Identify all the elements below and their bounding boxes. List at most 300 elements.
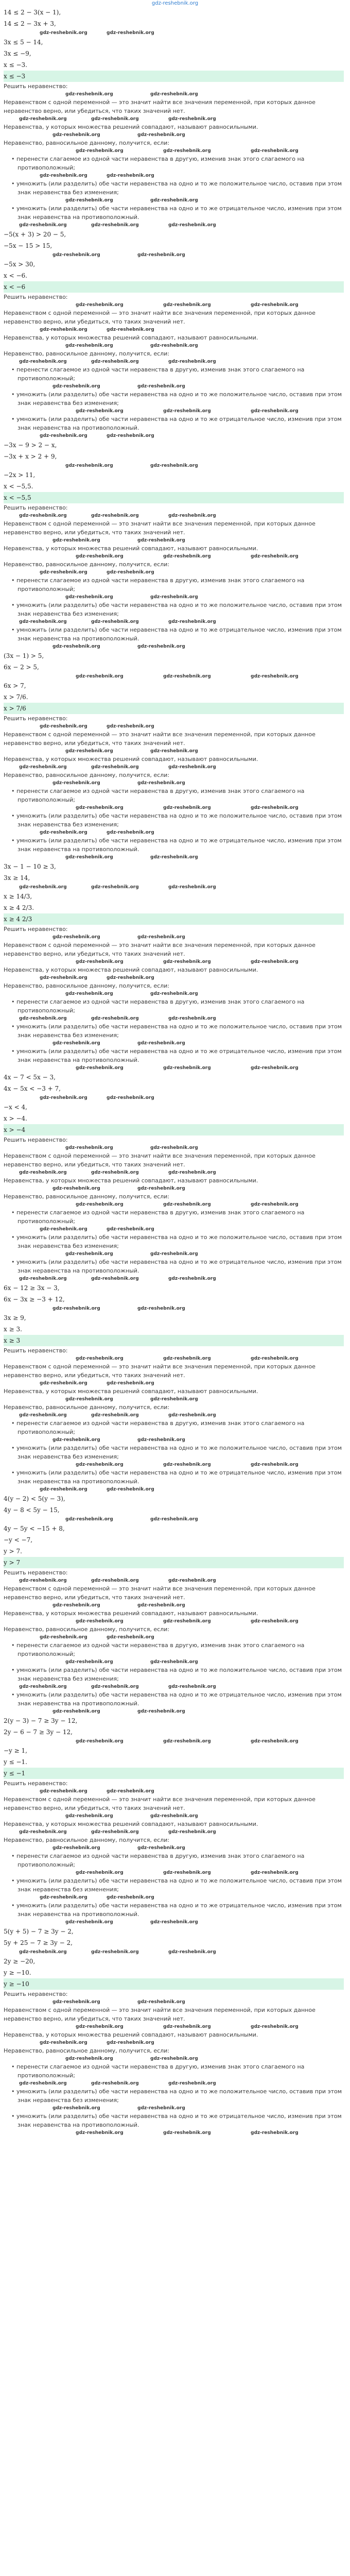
watermark: gdz-reshebnik.org [19, 1950, 67, 1955]
transform-text: Неравенство, равносильное данному, получится, если: [4, 1404, 170, 1411]
answer-line: x ≥ 4 2/3 [4, 913, 344, 925]
watermark: gdz-reshebnik.org [91, 1016, 139, 1021]
watermark: gdz-reshebnik.org [251, 1870, 299, 1875]
math-step: −5(x + 3) > 20 − 5, [4, 231, 66, 238]
math-step: x > 7/6. [4, 693, 28, 701]
watermark: gdz-reshebnik.org [52, 2106, 100, 2111]
watermark: gdz-reshebnik.org [40, 2040, 87, 2045]
watermark: gdz-reshebnik.org [52, 384, 100, 389]
intro-text: Неравенством с одной переменной — это значит найти все значения переменной, при которых данное неравенство верно, или убедиться, что таких значений нет. [4, 99, 316, 114]
watermark: gdz-reshebnik.org [168, 1578, 216, 1583]
watermark: gdz-reshebnik.org [150, 463, 198, 468]
watermark: gdz-reshebnik.org [65, 463, 113, 468]
watermark-line [4, 1250, 344, 1258]
math-step: x < −6. [4, 272, 27, 279]
watermark: gdz-reshebnik.org [163, 409, 211, 414]
watermark-line [4, 974, 344, 981]
theorem-text: Неравенства, у которых множества решений совпадают, называют равносильными. [4, 1177, 258, 1184]
site-link[interactable]: gdz-reshebnik.org [151, 1, 199, 6]
watermark: gdz-reshebnik.org [163, 805, 211, 810]
watermark-line [4, 1516, 344, 1523]
math-step: 5(y + 5) − 7 ≥ 3y − 2, [4, 1928, 74, 1935]
watermark-line [4, 1998, 344, 2006]
watermark-line [4, 764, 344, 771]
bullet-dot-icon: • [11, 1902, 16, 1909]
rule-text: умножить (или разделить) обе части неравенства на одно и то же положительное число, оставив при этом знак неравенства без изменения; [16, 1234, 342, 1249]
watermark: gdz-reshebnik.org [137, 644, 185, 649]
rule-bullet [4, 179, 344, 197]
watermark: gdz-reshebnik.org [52, 1709, 100, 1714]
watermark: gdz-reshebnik.org [65, 343, 113, 348]
watermark: gdz-reshebnik.org [137, 538, 185, 543]
watermark-line [4, 1436, 344, 1444]
math-step: −3x + x > 2 + 9, [4, 453, 57, 460]
math-step: 3x ≤ −9, [4, 50, 31, 57]
watermark: gdz-reshebnik.org [163, 1202, 211, 1207]
watermark: gdz-reshebnik.org [150, 92, 198, 97]
watermark-line [4, 537, 344, 544]
theorem-text: Неравенства, у которых множества решений совпадают, называют равносильными. [4, 1821, 258, 1827]
task-label: Решить неравенство: [4, 715, 68, 722]
watermark-line [4, 1064, 344, 1072]
rule-text: перенести слагаемое из одной части неравенства в другую, изменив знак этого слагаемого на противоположный; [16, 1209, 305, 1225]
math-step: 3x ≥ 9, [4, 1314, 26, 1321]
rule-bullet [4, 1233, 344, 1250]
watermark-line [4, 383, 344, 390]
theorem-text: Неравенства, у которых множества решений совпадают, называют равносильными. [4, 756, 258, 762]
watermark-line [4, 408, 344, 415]
watermark-line [4, 432, 344, 439]
transform-text: Неравенство, равносильное данному, получится, если: [4, 1193, 170, 1200]
rule-bullet [4, 811, 344, 829]
math-step: −5x > 30, [4, 261, 36, 268]
rule-text: умножить (или разделить) обе части неравенства на одно и то же отрицательное число, изменив при этом знак неравенства на противоположный. [16, 1469, 342, 1485]
intro-text: Неравенством с одной переменной — это значит найти все значения переменной, при которых данное неравенство верно, или убедиться, что таких значений нет. [4, 1153, 316, 1168]
watermark-line [4, 2129, 344, 2137]
math-step: 2y ≥ −20, [4, 1958, 36, 1965]
watermark-line [4, 1305, 344, 1312]
watermark: gdz-reshebnik.org [107, 30, 154, 36]
watermark: gdz-reshebnik.org [163, 1870, 211, 1875]
watermark: gdz-reshebnik.org [65, 198, 113, 203]
watermark: gdz-reshebnik.org [107, 327, 154, 332]
math-step: 14 ≤ 2 − 3(x − 1), [4, 9, 61, 16]
transform-text: Неравенство, равносильное данному, получится, если: [4, 350, 170, 357]
bullet-dot-icon: • [11, 2113, 16, 2120]
watermark-line [4, 1683, 344, 1690]
watermark: gdz-reshebnik.org [168, 2081, 216, 2086]
watermark: gdz-reshebnik.org [65, 1814, 113, 1819]
bullet-dot-icon: • [11, 1445, 16, 1451]
watermark-line [4, 251, 344, 259]
theorem-text: Неравенства, у которых множества решений совпадают, называют равносильными. [4, 1610, 258, 1617]
bullet-dot-icon: • [11, 998, 16, 1005]
watermark: gdz-reshebnik.org [65, 1920, 113, 1925]
watermark-line [4, 779, 344, 787]
bullet-dot-icon: • [11, 602, 16, 608]
bullet-dot-icon: • [11, 1642, 16, 1649]
watermark: gdz-reshebnik.org [52, 1437, 100, 1443]
watermark: gdz-reshebnik.org [52, 132, 100, 138]
watermark: gdz-reshebnik.org [107, 1635, 154, 1640]
task-label: Решить неравенство: [4, 83, 68, 90]
watermark-line [4, 553, 344, 560]
math-step: x > −4. [4, 1115, 27, 1122]
bullet-dot-icon: • [11, 205, 16, 212]
watermark: gdz-reshebnik.org [163, 1739, 211, 1744]
watermark: gdz-reshebnik.org [65, 1659, 113, 1665]
watermark: gdz-reshebnik.org [65, 1517, 113, 1522]
math-step: x ≥ 4 2/3. [4, 904, 34, 911]
math-step: 3x ≤ 5 − 14, [4, 39, 43, 46]
watermark-line [4, 1380, 344, 1387]
watermark: gdz-reshebnik.org [163, 2130, 211, 2136]
rule-bullet [4, 1468, 344, 1486]
watermark: gdz-reshebnik.org [168, 359, 216, 364]
answer-line: x ≤ −3 [4, 71, 344, 82]
answer-line: y ≥ −10 [4, 1978, 344, 1990]
watermark-line [4, 1869, 344, 1876]
watermark: gdz-reshebnik.org [52, 1999, 100, 2005]
rule-text: умножить (или разделить) обе части неравенства на одно и то же положительное число, оставив при этом знак неравенства без изменения; [16, 1023, 342, 1039]
math-step: y ≤ −1. [4, 1758, 27, 1766]
watermark: gdz-reshebnik.org [163, 959, 211, 964]
watermark: gdz-reshebnik.org [91, 885, 139, 890]
watermark: gdz-reshebnik.org [107, 724, 154, 729]
watermark: gdz-reshebnik.org [107, 1789, 154, 1794]
watermark: gdz-reshebnik.org [40, 1895, 87, 1900]
watermark-line [4, 1948, 344, 1956]
watermark-line [4, 854, 344, 861]
watermark: gdz-reshebnik.org [137, 935, 185, 940]
rule-text: умножить (или разделить) обе части неравенства на одно и то же положительное число, оставив при этом знак неравенства без изменения; [16, 2088, 342, 2104]
watermark-line [4, 569, 344, 576]
watermark-line [4, 147, 344, 155]
rule-bullet [4, 155, 344, 172]
bullet-dot-icon: • [11, 1259, 16, 1265]
rule-bullet [4, 2112, 344, 2129]
watermark: gdz-reshebnik.org [137, 781, 185, 786]
watermark-line [4, 1919, 344, 1926]
math-step: 3x ≥ 14, [4, 874, 30, 882]
watermark: gdz-reshebnik.org [65, 92, 113, 97]
bullet-dot-icon: • [11, 1234, 16, 1241]
watermark-line [4, 1844, 344, 1852]
watermark: gdz-reshebnik.org [91, 1684, 139, 1689]
watermark: gdz-reshebnik.org [107, 2040, 154, 2045]
watermark: gdz-reshebnik.org [91, 1276, 139, 1281]
watermark-line [4, 1738, 344, 1745]
rule-bullet [4, 1419, 344, 1436]
watermark-line [4, 197, 344, 204]
watermark-line [4, 1658, 344, 1666]
bullet-dot-icon: • [11, 1853, 16, 1859]
watermark: gdz-reshebnik.org [168, 223, 216, 228]
watermark: gdz-reshebnik.org [150, 1814, 198, 1819]
watermark: gdz-reshebnik.org [52, 1041, 100, 1046]
watermark-line [4, 326, 344, 333]
watermark: gdz-reshebnik.org [150, 1145, 198, 1150]
watermark-line [4, 723, 344, 730]
watermark: gdz-reshebnik.org [65, 991, 113, 996]
rule-text: умножить (или разделить) обе части неравенства на одно и то же положительное число, оставив при этом знак неравенства без изменения; [16, 602, 342, 617]
task-label: Решить неравенство: [4, 926, 68, 933]
watermark-line [4, 1602, 344, 1609]
watermark: gdz-reshebnik.org [107, 1227, 154, 1232]
watermark: gdz-reshebnik.org [163, 302, 211, 308]
task-label: Решить неравенство: [4, 294, 68, 300]
watermark: gdz-reshebnik.org [19, 1829, 67, 1835]
watermark: gdz-reshebnik.org [76, 1619, 124, 1624]
rule-text: умножить (или разделить) обе части неравенства на одно и то же положительное число, оставив при этом знак неравенства без изменения; [16, 391, 342, 406]
watermark: gdz-reshebnik.org [137, 1709, 185, 1714]
rule-text: умножить (или разделить) обе части неравенства на одно и то же отрицательное число, изменив при этом знак неравенства на противоположный. [16, 1902, 342, 1918]
rule-text: умножить (или разделить) обе части неравенства на одно и то же отрицательное число, изменив при этом знак неравенства на противоположный. [16, 626, 342, 642]
intro-text: Неравенством с одной переменной — это значит найти все значения переменной, при которых данное неравенство верно, или убедиться, что таких значений нет. [4, 731, 316, 747]
watermark-line [4, 958, 344, 965]
watermark: gdz-reshebnik.org [40, 1789, 87, 1794]
task-label: Решить неравенство: [4, 1137, 68, 1143]
rule-text: умножить (или разделить) обе части неравенства на одно и то же отрицательное число, изменив при этом знак неравенства на противоположный. [16, 416, 342, 431]
watermark-line [4, 2039, 344, 2046]
bullet-dot-icon: • [11, 156, 16, 162]
rule-text: умножить (или разделить) обе части неравенства на одно и то же положительное число, оставив при этом знак неравенства без изменения; [16, 1877, 342, 1893]
watermark: gdz-reshebnik.org [251, 1065, 299, 1071]
watermark: gdz-reshebnik.org [137, 1437, 185, 1443]
math-step: x ≤ −3. [4, 61, 27, 69]
watermark: gdz-reshebnik.org [251, 805, 299, 810]
watermark: gdz-reshebnik.org [19, 223, 67, 228]
problem-8 [0, 1493, 350, 1715]
watermark-line [4, 1094, 344, 1101]
watermark: gdz-reshebnik.org [107, 173, 154, 178]
watermark: gdz-reshebnik.org [251, 2024, 299, 2029]
watermark: gdz-reshebnik.org [137, 1306, 185, 1311]
watermark: gdz-reshebnik.org [52, 1186, 100, 1191]
watermark: gdz-reshebnik.org [76, 2130, 124, 2136]
watermark: gdz-reshebnik.org [163, 148, 211, 154]
watermark: gdz-reshebnik.org [150, 343, 198, 348]
watermark: gdz-reshebnik.org [91, 1578, 139, 1583]
rule-bullet [4, 415, 344, 432]
intro-text: Неравенством с одной переменной — это значит найти все значения переменной, при которых данное неравенство верно, или убедиться, что таких значений нет. [4, 2007, 316, 2022]
math-step: −2x > 11, [4, 471, 36, 479]
watermark: gdz-reshebnik.org [76, 1462, 124, 1467]
watermark: gdz-reshebnik.org [91, 619, 139, 624]
watermark: gdz-reshebnik.org [91, 1829, 139, 1835]
bullet-dot-icon: • [11, 837, 16, 844]
watermark: gdz-reshebnik.org [91, 513, 139, 518]
watermark: gdz-reshebnik.org [91, 1170, 139, 1175]
watermark: gdz-reshebnik.org [19, 1170, 67, 1175]
math-step: 4x − 5x < −3 + 7, [4, 1085, 61, 1092]
watermark-line [4, 301, 344, 309]
problem-5 [0, 861, 350, 1072]
watermark: gdz-reshebnik.org [168, 1170, 216, 1175]
rule-bullet [4, 2062, 344, 2080]
watermark: gdz-reshebnik.org [19, 1684, 67, 1689]
watermark-line [4, 1015, 344, 1022]
task-label: Решить неравенство: [4, 1569, 68, 1576]
watermark-line [4, 673, 344, 680]
answer-line: y ≤ −1 [4, 1768, 344, 1779]
rule-bullet [4, 576, 344, 594]
problem-3 [0, 439, 350, 650]
watermark: gdz-reshebnik.org [19, 1276, 67, 1281]
transform-text: Неравенство, равносильное данному, получится, если: [4, 140, 170, 146]
watermark: gdz-reshebnik.org [168, 1016, 216, 1021]
bullet-dot-icon: • [11, 366, 16, 373]
task-label: Решить неравенство: [4, 1347, 68, 1354]
watermark: gdz-reshebnik.org [251, 1356, 299, 1361]
rule-bullet [4, 2087, 344, 2105]
watermark-line [4, 1169, 344, 1176]
watermark: gdz-reshebnik.org [168, 1684, 216, 1689]
transform-text: Неравенство, равносильное данному, получится, если: [4, 1837, 170, 1843]
task-label: Решить неравенство: [4, 1991, 68, 1997]
problem-2 [0, 229, 350, 439]
math-step: 3x − 1 − 10 ≥ 3, [4, 863, 56, 870]
watermark: gdz-reshebnik.org [76, 1202, 124, 1207]
bullet-dot-icon: • [11, 1048, 16, 1055]
watermark-line [4, 1577, 344, 1584]
watermark: gdz-reshebnik.org [168, 619, 216, 624]
watermark: gdz-reshebnik.org [163, 2024, 211, 2029]
watermark: gdz-reshebnik.org [19, 116, 67, 122]
watermark: gdz-reshebnik.org [40, 724, 87, 729]
task-label: Решить неравенство: [4, 1780, 68, 1787]
rule-text: умножить (или разделить) обе части неравенства на одно и то же отрицательное число, изменив при этом знак неравенства на противоположный. [16, 1048, 342, 1063]
watermark: gdz-reshebnik.org [65, 1251, 113, 1257]
watermark-line [4, 131, 344, 139]
bullet-dot-icon: • [11, 626, 16, 633]
watermark-line [4, 462, 344, 469]
math-step: −y ≥ 1, [4, 1747, 27, 1754]
watermark: gdz-reshebnik.org [251, 674, 299, 679]
watermark: gdz-reshebnik.org [52, 1306, 100, 1311]
watermark: gdz-reshebnik.org [137, 2106, 185, 2111]
theorem-text: Неравенства, у которых множества решений совпадают, называют равносильными. [4, 545, 258, 552]
intro-text: Неравенством с одной переменной — это значит найти все значения переменной, при которых данное неравенство верно, или убедиться, что таких значений нет. [4, 310, 316, 325]
watermark: gdz-reshebnik.org [19, 619, 67, 624]
bullet-dot-icon: • [11, 1420, 16, 1427]
watermark: gdz-reshebnik.org [19, 885, 67, 890]
bullet-dot-icon: • [11, 391, 16, 398]
watermark: gdz-reshebnik.org [251, 959, 299, 964]
watermark: gdz-reshebnik.org [91, 765, 139, 770]
watermark: gdz-reshebnik.org [168, 116, 216, 122]
answer-line: x > 7/6 [4, 703, 344, 714]
watermark: gdz-reshebnik.org [168, 1829, 216, 1835]
transform-text: Неравенство, равносильное данному, получится, если: [4, 982, 170, 989]
watermark: gdz-reshebnik.org [150, 1397, 198, 1402]
problem-1 [0, 7, 350, 229]
watermark: gdz-reshebnik.org [150, 1920, 198, 1925]
rule-text: перенести слагаемое из одной части неравенства в другую, изменив знак этого слагаемого на противоположный; [16, 1420, 305, 1435]
watermark-line [4, 2023, 344, 2030]
watermark-line [4, 1275, 344, 1282]
watermark-line [4, 2105, 344, 2112]
math-step: 4y − 8 < 5y − 15, [4, 1506, 60, 1514]
solution-content [0, 7, 350, 2137]
watermark: gdz-reshebnik.org [91, 1950, 139, 1955]
watermark: gdz-reshebnik.org [76, 554, 124, 559]
watermark: gdz-reshebnik.org [76, 1065, 124, 1071]
watermark-line [4, 1618, 344, 1625]
theorem-text: Неравенства, у которых множества решений совпадают, называют равносильными. [4, 334, 258, 341]
watermark: gdz-reshebnik.org [107, 1487, 154, 1492]
answer-line: x < −5,5 [4, 492, 344, 503]
watermark: gdz-reshebnik.org [52, 252, 100, 258]
watermark: gdz-reshebnik.org [163, 674, 211, 679]
watermark-line [4, 1788, 344, 1795]
watermark-line [4, 618, 344, 625]
watermark: gdz-reshebnik.org [40, 1487, 87, 1492]
intro-text: Неравенством с одной переменной — это значит найти все значения переменной, при которых данное неравенство верно, или убедиться, что таких значений нет. [4, 520, 316, 536]
watermark-line [4, 29, 344, 37]
watermark: gdz-reshebnik.org [107, 1095, 154, 1100]
watermark: gdz-reshebnik.org [150, 595, 198, 600]
watermark: gdz-reshebnik.org [65, 1397, 113, 1402]
math-step: 4x − 7 < 5x − 3, [4, 1074, 56, 1081]
rule-text: перенести слагаемое из одной части неравенства в другую, изменив знак этого слагаемого на противоположный; [16, 577, 305, 592]
watermark: gdz-reshebnik.org [168, 765, 216, 770]
watermark: gdz-reshebnik.org [52, 781, 100, 786]
watermark-line [4, 1185, 344, 1192]
rule-bullet [4, 601, 344, 618]
watermark-line [4, 643, 344, 650]
watermark: gdz-reshebnik.org [52, 935, 100, 940]
watermark: gdz-reshebnik.org [137, 1845, 185, 1851]
rule-bullet [4, 1444, 344, 1461]
rule-bullet [4, 997, 344, 1015]
rule-bullet [4, 1047, 344, 1064]
watermark: gdz-reshebnik.org [137, 1999, 185, 2005]
math-step: 4y − 5y < −15 + 8, [4, 1525, 65, 1532]
rule-bullet [4, 1258, 344, 1275]
watermark-line [4, 222, 344, 229]
watermark: gdz-reshebnik.org [65, 1145, 113, 1150]
bullet-dot-icon: • [11, 577, 16, 584]
watermark: gdz-reshebnik.org [251, 302, 299, 308]
watermark: gdz-reshebnik.org [76, 409, 124, 414]
watermark: gdz-reshebnik.org [40, 1227, 87, 1232]
watermark: gdz-reshebnik.org [40, 1635, 87, 1640]
rule-text: умножить (или разделить) обе части неравенства на одно и то же отрицательное число, изменив при этом знак неравенства на противоположный. [16, 837, 342, 853]
watermark: gdz-reshebnik.org [91, 1413, 139, 1418]
watermark: gdz-reshebnik.org [52, 1845, 100, 1851]
watermark: gdz-reshebnik.org [251, 1739, 299, 1744]
answer-line: x ≥ 3 [4, 1335, 344, 1346]
watermark: gdz-reshebnik.org [91, 359, 139, 364]
watermark: gdz-reshebnik.org [40, 1381, 87, 1386]
task-label: Решить неравенство: [4, 504, 68, 511]
rule-bullet [4, 390, 344, 408]
watermark-line [4, 804, 344, 811]
rule-text: умножить (или разделить) обе части неравенства на одно и то же положительное число, оставив при этом знак неравенства без изменения; [16, 180, 342, 196]
watermark-line [4, 748, 344, 755]
watermark: gdz-reshebnik.org [168, 1950, 216, 1955]
watermark-line [4, 1828, 344, 1836]
watermark: gdz-reshebnik.org [150, 855, 198, 860]
watermark: gdz-reshebnik.org [168, 1413, 216, 1418]
bullet-dot-icon: • [11, 812, 16, 819]
watermark-line [4, 91, 344, 98]
rule-bullet [4, 1641, 344, 1658]
theorem-text: Неравенства, у которых множества решений совпадают, называют равносильными. [4, 967, 258, 973]
problem-7 [0, 1282, 350, 1493]
answer-line: y > 7 [4, 1557, 344, 1568]
